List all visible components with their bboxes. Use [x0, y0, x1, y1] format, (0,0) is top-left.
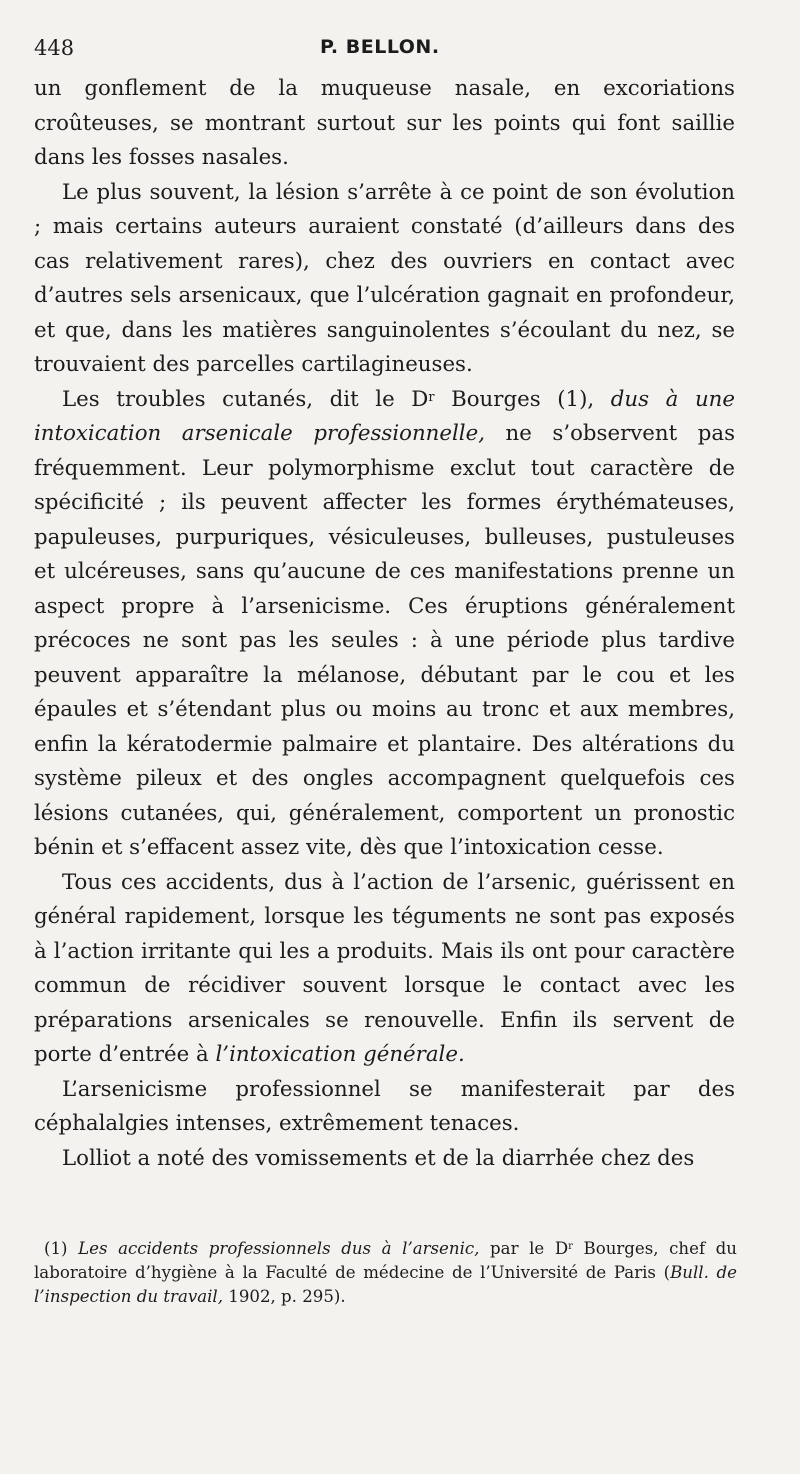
superscript: r: [568, 1241, 573, 1252]
paragraph-6: [34, 1142, 735, 1177]
text-run: Le plus souvent, la lésion s’arrête à ce point de son évolution ; mais certains auteurs auraient constaté (d’ailleurs dans des cas relativement rares), chez des ouvriers en contact avec d’autres sels arsenicaux, que l’ulcération gagnait en profondeur, et que, dans les matières sanguinolentes s’écoulant du nez, se trouvaient des parcelles cartilagineuses.: [34, 179, 735, 377]
text-run: Lolliot a noté des vomissements et de la diarrhée chez des: [62, 1145, 695, 1171]
main-text: [34, 72, 735, 1176]
text-run: par le D: [479, 1239, 569, 1258]
text-run: Bourges (1),: [434, 386, 611, 412]
text-run: Bourges, chef du laboratoire d’hygiène à la Faculté de médecine de l’Université de Paris (: [34, 1239, 737, 1282]
paragraph-4: [34, 866, 735, 1073]
text-run: un gonflement de la muqueuse nasale, en excoriations croûteuses, se montrant surtout sur les points qui font saillie dans les fosses nasales.: [34, 76, 735, 170]
text-run: 1902, p. 295).: [223, 1287, 346, 1306]
paragraph-3: [34, 383, 735, 866]
superscript: r: [428, 389, 435, 405]
italic-text: Les accidents professionnels dus à l’arsenic,: [78, 1239, 480, 1258]
paragraph-5: [34, 1073, 735, 1142]
paragraph-1: [34, 72, 735, 176]
italic-text: dus à une intoxication arsenicale professionnelle,: [34, 386, 736, 446]
text-run: L’arsenicisme professionnel se manifesterait par des céphalalgies intenses, extrêmement tenaces.: [34, 1076, 735, 1136]
italic-text: Bull. de l’inspection du travail,: [34, 1263, 737, 1306]
text-run: (1): [44, 1239, 79, 1258]
italic-text: l’intoxication générale.: [215, 1042, 465, 1067]
text-run: Les troubles cutanés, dit le D: [62, 386, 429, 412]
text-run: Tous ces accidents, dus à l’action de l’arsenic, guérissent en général rapidement, lorsque les téguments ne sont pas exposés à l’action irritante qui les a produits. Mais ils ont pour caractère commun de récidiver souvent lorsque le contact avec les préparations arsenicales se renouvelle. Enfin ils servent de porte d’entrée à: [34, 869, 735, 1067]
page-header: [34, 36, 734, 66]
text-run: ne s’observent pas fréquemment. Leur polymorphisme exclut tout caractère de spécificité ; ils peuvent affecter les formes érythémateuses, papuleuses, purpuriques, vésiculeuses, bulleuses, pustuleuses et ulcéreuses, sans qu’aucune de ces manifestations prenne un aspect propre à l’arsenicisme. Ces éruptions généralement précoces ne sont pas les seules : à une période plus tardive peuvent apparaître la mélanose, débutant par le cou et les épaules et s’étendant plus ou moins au tronc et aux membres, enfin la kératodermie palmaire et plantaire. Des altérations du système pileux et des ongles accompagnent quelquefois ces lésions cutanées, qui, généralement, comportent un pronostic bénin et s’effacent assez vite, dès que l’intoxication cesse.: [34, 421, 735, 860]
paragraph-2: [34, 176, 735, 383]
page-number: 448: [34, 36, 75, 60]
footnotes: [34, 1237, 737, 1309]
footnote-1: [34, 1237, 737, 1309]
running-title: P. BELLON.: [320, 36, 440, 58]
